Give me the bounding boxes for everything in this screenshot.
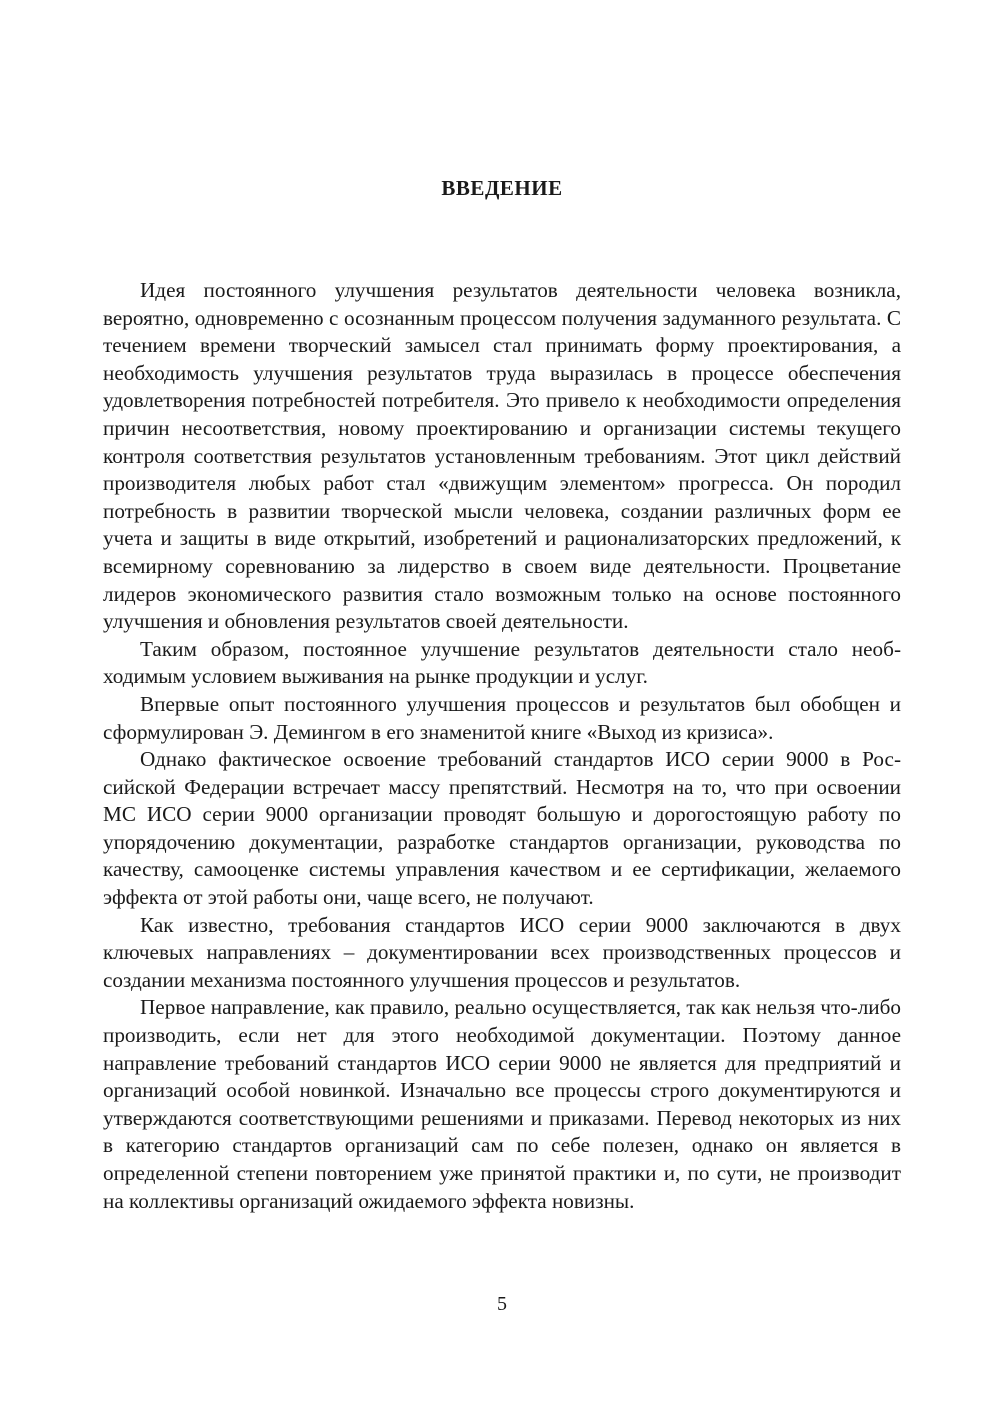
paragraph: Однако фактическое освоение требований стандартов ИСО серии 9000 в Российской Федерации встречает массу препятствий. Несмотря на то, что при освоении МС ИСО серии 9000 организации проводят большую и дорогостоящую работу по упорядочению документации, разработке стандартов организации, руководства по качеству, самооценке системы управления качеством и ее сертификации, желаемого эффекта от этой работы они, чаще всего, не получают. [103, 747, 901, 910]
page-number: 5 [497, 1293, 507, 1315]
paragraph: Впервые опыт постоянного улучшения процессов и результатов был обобщен и сформулирован Э. Демингом в его знаменитой книге «Выход из кризиса». [103, 691, 901, 744]
paragraph: Идея постоянного улучшения результатов деятельности человека возникла, вероятно, одновременно с осознанным процессом получения задуманного результата. С течением времени творческий замысел стал принимать форму проектирования, а необходимость улучшения результатов труда выразилась в процессе обеспечения удовлетворения потребностей потребителя. Это привело к необходимости определения причин несоответствия, новому проектированию и организации системы текущего контроля соответствия результатов установленным требованиям. Этот цикл действий производителя любых работ стал «движущим элементом» прогресса. Он породил потребность в развитии творческой мысли человека, создании различных форм ее учета и защиты в виде открытий, изобретений и рационализаторских предложений, к всемирному соревнованию за лидерство в своем виде деятельности. Процветание лидеров экономического развития стало возможным только на основе постоянного улучшения и обновления результатов своей деятельности. [103, 278, 901, 634]
paragraph: Первое направление, как правило, реально осуществляется, так как нельзя что-либо производить, если нет для этого необходимой документации. Поэтому данное направление требований стандартов ИСО серии 9000 не является для предприятий и организаций особой новинкой. Изначально все процессы строго документируются и утверждаются соответствующими решениями и приказами. Перевод некоторых из них в категорию стандартов организаций сам по себе полезен, однако он является в определенной степени повторением уже принятой практики и, по сути, не производит на коллективы организаций ожидаемого эффекта новизны. [103, 995, 901, 1213]
paragraph: Таким образом, постоянное улучшение результатов деятельности стало необходимым условием выживания на рынке продукции и услуг. [103, 636, 901, 689]
page-title: ВВЕДЕНИЕ [441, 176, 563, 200]
body-text [103, 277, 901, 1215]
paragraph: Как известно, требования стандартов ИСО серии 9000 заключаются в двух ключевых направлениях – документировании всех производственных процессов и создании механизма постоянного улучшения процессов и результатов. [103, 912, 901, 992]
